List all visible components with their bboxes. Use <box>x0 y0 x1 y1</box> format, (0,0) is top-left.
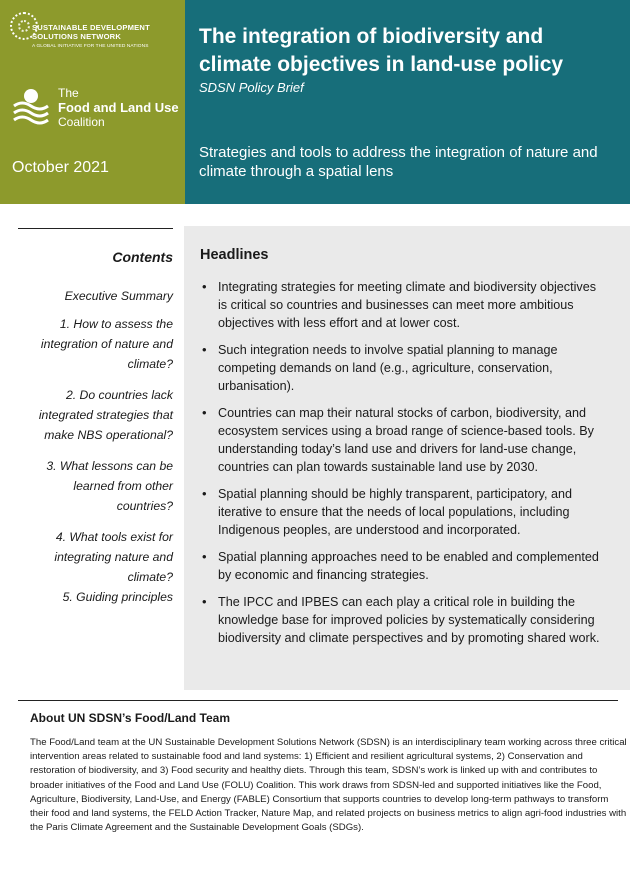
publication-date: October 2021 <box>12 159 109 176</box>
headlines-list <box>200 278 608 656</box>
contents-divider <box>18 228 173 229</box>
sdsn-name: SUSTAINABLE DEVELOPMENT SOLUTIONS NETWORK <box>32 23 150 41</box>
contents-item[interactable]: 3. What lessons can be learned from other countries? <box>46 459 173 513</box>
folu-coalition: Coalition <box>58 115 105 129</box>
headline-item: • The IPCC and IPBES can each play a critical role in building the knowledge base for improved policies by systematically considering biodiversity and climate perspectives and by promoting shared work. <box>200 593 608 647</box>
page-subtitle: SDSN Policy Brief <box>199 80 304 95</box>
contents-item[interactable]: 4. What tools exist for integrating nature and climate? <box>54 530 173 584</box>
folu-logo <box>12 86 182 132</box>
headline-item: • Spatial planning should be highly transparent, participatory, and iterative to ensure that the needs of local populations, including Indigenous peoples, are understood and incorporated. <box>200 485 608 539</box>
contents-list <box>18 286 173 607</box>
headlines-heading: Headlines <box>200 247 269 263</box>
headline-item: • Such integration needs to involve spatial planning to manage competing demands on land (e.g., agriculture, conservation, urbanisation). <box>200 341 608 395</box>
contents-item[interactable]: 1. How to assess the integration of nature and climate? <box>40 317 173 371</box>
page-title: The integration of biodiversity and climate objectives in land-use policy <box>199 25 564 76</box>
about-body: The Food/Land team at the UN Sustainable Development Solutions Network (SDSN) is an interdisciplinary team working across three critical intervention areas related to sustainable food and land systems: 1) Efficient and resilient agricultural systems, 2) Conservation and restoration of biodiversity, and 3) Food security and healthy diets. Through this team, SDSN’s work is linked up with and contributes to broader initiatives of the Food and Land Use (FOLU) Coalition. This work draws from SDSN-led and supported initiatives like the Food, Agriculture, Biodiversity, Land-Use, and Energy (FABLE) Consortium that supports countries to develop long-term pathways to transform their food and land systems, the FELD Action Tracker, Nature Map, and related projects on business metrics to align agri-food industries with the Paris Climate Agreement and the Sustainable Development Goals (SDGs). <box>30 737 627 834</box>
contents-heading: Contents <box>112 249 173 265</box>
folu-the: The <box>58 86 79 100</box>
contents-item[interactable]: 2. Do countries lack integrated strategies that make NBS operational? <box>38 388 173 442</box>
folu-waves-icon <box>12 86 50 126</box>
sdsn-logo <box>10 12 180 72</box>
about-heading: About UN SDSN’s Food/Land Team <box>30 711 230 725</box>
headlines-panel <box>184 226 630 690</box>
headline-item: • Spatial planning approaches need to be enabled and complemented by economic and financing strategies. <box>200 548 608 584</box>
headline-item: • Integrating strategies for meeting climate and biodiversity objectives is critical so countries and businesses can meet more ambitious objectives with less effort and at lower cost. <box>200 278 608 332</box>
contents-item[interactable]: 5. Guiding principles <box>62 590 173 604</box>
header-left-panel <box>0 0 185 204</box>
sdsn-tagline: A GLOBAL INITIATIVE FOR THE UNITED NATIONS <box>32 44 149 49</box>
contents-item[interactable]: Executive Summary <box>64 289 173 303</box>
folu-name: Food and Land Use <box>58 100 179 115</box>
headline-item: • Countries can map their natural stocks of carbon, biodiversity, and ecosystem services using a broad range of science-based tools. By understanding today’s land use and drivers for land-use change, countries can plan towards sustainable land use by 2030. <box>200 404 608 476</box>
page-tagline: Strategies and tools to address the integration of nature and climate through a spatial lens <box>199 144 598 180</box>
about-section <box>18 700 627 834</box>
